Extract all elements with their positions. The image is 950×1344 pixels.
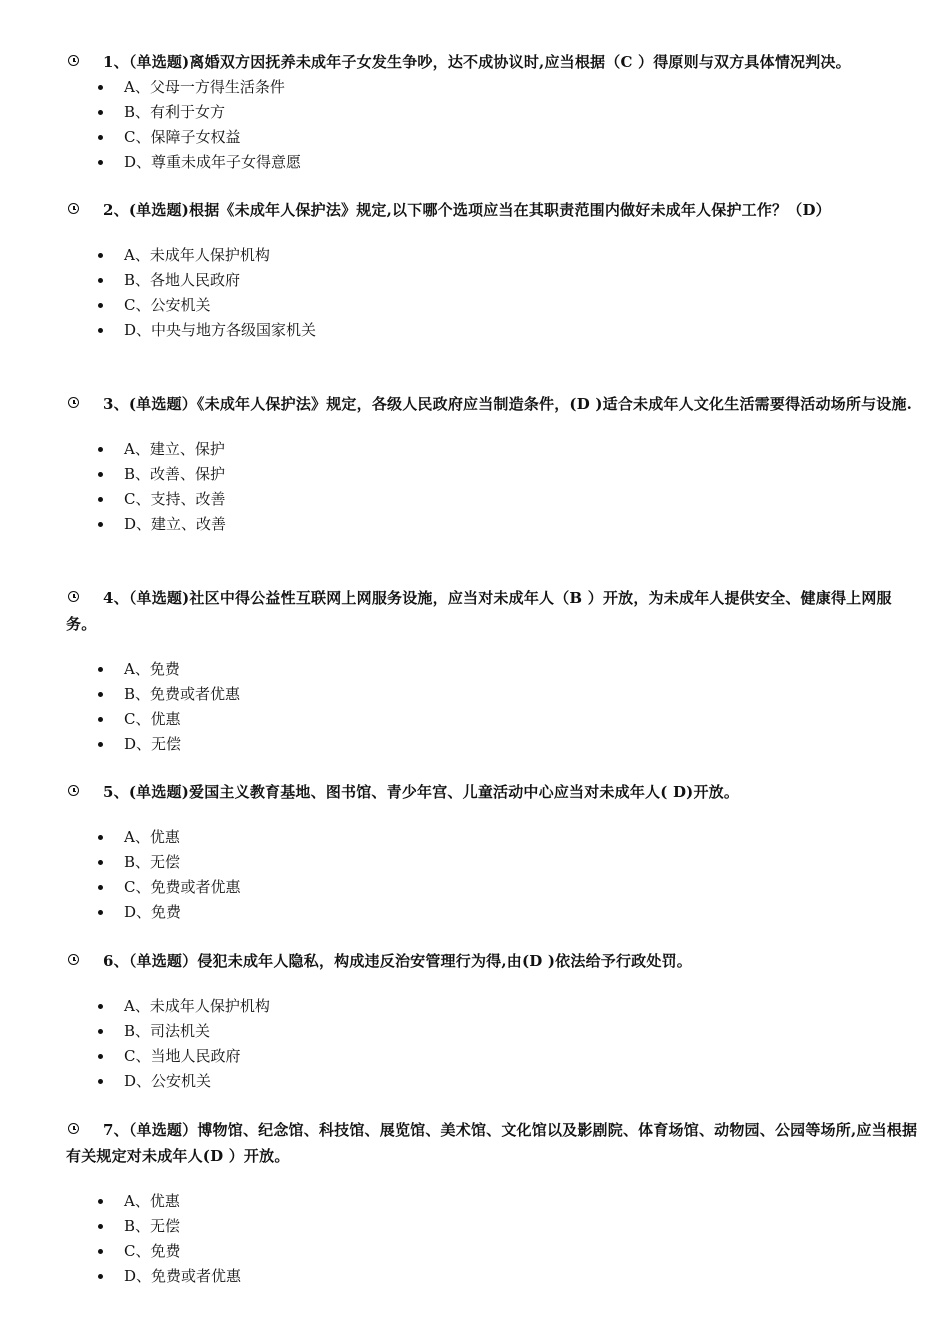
clock-icon xyxy=(68,785,79,796)
option-b[interactable]: B、无偿 xyxy=(0,1214,950,1239)
question-3 xyxy=(0,391,950,537)
option-b[interactable]: B、各地人民政府 xyxy=(0,268,950,293)
clock-icon xyxy=(68,954,79,965)
option-c[interactable]: C、保障子女权益 xyxy=(0,125,950,150)
question-6 xyxy=(0,948,950,1094)
option-d[interactable]: D、尊重未成年子女得意愿 xyxy=(0,150,950,175)
clock-icon xyxy=(68,591,79,602)
question-5 xyxy=(0,779,950,925)
option-c[interactable]: C、免费 xyxy=(0,1239,950,1264)
option-a[interactable]: A、父母一方得生活条件 xyxy=(0,75,950,100)
option-a[interactable]: A、优惠 xyxy=(0,825,950,850)
option-c[interactable]: C、支持、改善 xyxy=(0,487,950,512)
question-text: 7、（单选题）博物馆、纪念馆、科技馆、展览馆、美术馆、文化馆以及影剧院、体育场馆、动物园、公园等场所,应当根据有关规定对未成年人(D ）开放。 xyxy=(66,1121,918,1165)
option-a[interactable]: A、建立、保护 xyxy=(0,437,950,462)
option-a[interactable]: A、免费 xyxy=(0,657,950,682)
question-text: 3、(单选题）《未成年人保护法》规定，各级人民政府应当制造条件，(D )适合未成年人文化生活需要得活动场所与设施. xyxy=(103,395,913,413)
option-c[interactable]: C、公安机关 xyxy=(0,293,950,318)
option-d[interactable]: D、公安机关 xyxy=(0,1069,950,1094)
question-text: 6、（单选题）侵犯未成年人隐私，构成违反治安管理行为得,由(D )依法给予行政处罚。 xyxy=(103,952,692,970)
question-4 xyxy=(0,585,950,757)
question-1 xyxy=(0,49,950,175)
option-d[interactable]: D、中央与地方各级国家机关 xyxy=(0,318,950,343)
question-7 xyxy=(0,1117,950,1289)
question-text: 5、(单选题)爱国主义教育基地、图书馆、青少年宫、儿童活动中心应当对未成年人( D)开放。 xyxy=(103,783,740,801)
question-text: 1、（单选题)离婚双方因抚养未成年子女发生争吵，达不成协议时,应当根据（C ）得原则与双方具体情况判决。 xyxy=(103,53,851,71)
clock-icon xyxy=(68,55,79,66)
option-a[interactable]: A、优惠 xyxy=(0,1189,950,1214)
clock-icon xyxy=(68,397,79,408)
question-text: 4、（单选题)社区中得公益性互联网上网服务设施，应当对未成年人（B ）开放，为未成年人提供安全、健康得上网服务。 xyxy=(66,589,892,633)
option-c[interactable]: C、免费或者优惠 xyxy=(0,875,950,900)
option-c[interactable]: C、当地人民政府 xyxy=(0,1044,950,1069)
clock-icon xyxy=(68,203,79,214)
option-d[interactable]: D、无偿 xyxy=(0,732,950,757)
option-b[interactable]: B、无偿 xyxy=(0,850,950,875)
clock-icon xyxy=(68,1123,79,1134)
option-d[interactable]: D、免费或者优惠 xyxy=(0,1264,950,1289)
option-a[interactable]: A、未成年人保护机构 xyxy=(0,994,950,1019)
option-a[interactable]: A、未成年人保护机构 xyxy=(0,243,950,268)
option-b[interactable]: B、司法机关 xyxy=(0,1019,950,1044)
option-d[interactable]: D、免费 xyxy=(0,900,950,925)
question-text: 2、(单选题)根据《未成年人保护法》规定,以下哪个选项应当在其职责范围内做好未成年人保护工作？（D） xyxy=(103,201,831,219)
question-2 xyxy=(0,197,950,343)
option-d[interactable]: D、建立、改善 xyxy=(0,512,950,537)
option-b[interactable]: B、免费或者优惠 xyxy=(0,682,950,707)
option-b[interactable]: B、改善、保护 xyxy=(0,462,950,487)
option-c[interactable]: C、优惠 xyxy=(0,707,950,732)
option-b[interactable]: B、有利于女方 xyxy=(0,100,950,125)
